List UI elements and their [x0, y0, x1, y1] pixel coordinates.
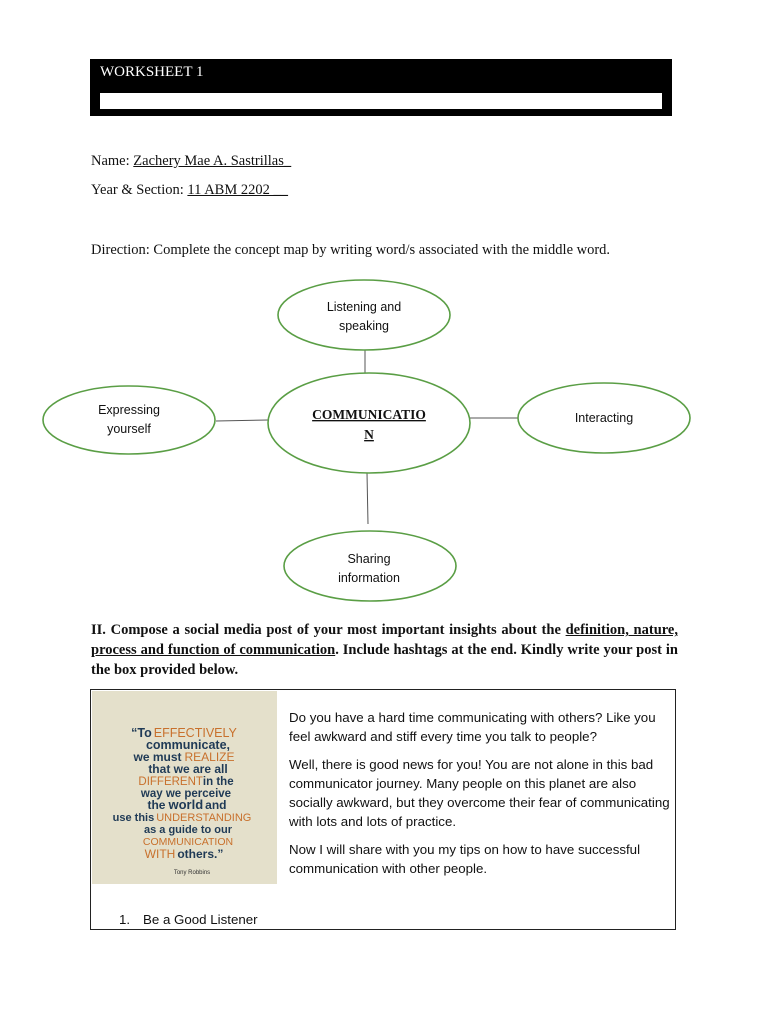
quote-word-understanding: UNDERSTANDING: [156, 812, 252, 824]
post-body: [289, 708, 673, 887]
quote-word-that-we-are-all: that we are all: [148, 762, 228, 776]
node-left-line1: Expressing: [98, 403, 160, 417]
node-center-ellipse: [268, 373, 470, 473]
quote-word-different: DIFFERENT: [138, 776, 203, 788]
post-paragraph-3: Now I will share with you my tips on how to have successful communication with other people.: [289, 842, 641, 876]
worksheet-header-field: [100, 93, 662, 109]
node-top-line2: speaking: [338, 319, 390, 333]
quote-word-world: world: [168, 797, 204, 812]
worksheet-title: WORKSHEET 1: [100, 64, 204, 80]
quote-word-to: To: [137, 726, 152, 740]
name-line: [91, 153, 291, 170]
node-bottom-line1: Sharing: [347, 552, 391, 566]
section-value: 11 ABM 2202 __: [187, 182, 288, 198]
worksheet-header: [90, 59, 672, 116]
quote-word-communication: COMMUNICATION: [142, 836, 234, 848]
svg-text:use thisUNDERSTANDING: [113, 812, 252, 824]
direction-text: Direction: Complete the concept map by writing word/s associated with the middle word.: [91, 242, 611, 258]
node-top-ellipse: [278, 280, 450, 350]
list-item-text: Be a Good Listener: [143, 912, 258, 927]
quote-word-effectively: EFFECTIVELY: [153, 726, 237, 740]
node-bottom-ellipse: [284, 531, 456, 601]
quote-word-the: the: [147, 798, 166, 812]
quote-word-we-must: we must: [133, 750, 182, 764]
node-center-line1: COMMUNICATIO: [312, 407, 426, 422]
post-box: [90, 689, 676, 930]
quote-word-others: others.: [177, 847, 218, 861]
quote-word-communicate: communicate,: [145, 738, 231, 752]
quote-word-with: WITH: [144, 847, 176, 861]
section2-instructions: [91, 620, 678, 680]
node-center-line2: N: [364, 427, 374, 442]
svg-text:theworldand: [147, 797, 226, 812]
list-item: [119, 912, 258, 927]
section2-prefix: II. Compose a social media post of your most important insights about the: [91, 622, 566, 638]
svg-text:DIFFERENTin the: [138, 776, 233, 788]
list-item-number: 1.: [119, 912, 131, 927]
section-label: Year & Section:: [91, 182, 184, 198]
quote-word-as-a-guide: as a guide to our: [143, 824, 233, 836]
concept-map: [0, 270, 768, 610]
svg-text:WITHothers.”: WITH others.”: [144, 847, 224, 861]
node-bottom-line2: information: [338, 571, 400, 585]
post-paragraph-1: Do you have a hard time communicating with others? Like you feel awkward and stiff every time you talk to people?: [289, 710, 656, 744]
connector-bottom: [367, 473, 368, 524]
name-value: Zachery Mae A. Sastrillas_: [133, 153, 292, 169]
quote-word-use-this: use this: [112, 812, 155, 824]
section2-suffix: . Include hashtags at the end. Kindly write your post in the box provided below.: [91, 642, 678, 678]
quote-author: Tony Robbins: [173, 870, 211, 876]
quote-word-in-the: in the: [202, 776, 234, 788]
connector-left: [216, 420, 268, 421]
node-top-line1: Listening and: [326, 300, 402, 314]
name-label: Name:: [91, 153, 130, 169]
section-line: [91, 182, 288, 199]
quote-graphic: [92, 691, 277, 884]
quote-image: [92, 691, 277, 884]
node-left-line2: yourself: [107, 422, 151, 436]
section2-underlined: definition, nature, process and function of communication: [91, 622, 678, 658]
node-left-ellipse: [43, 386, 215, 454]
quote-word-realize: REALIZE: [184, 750, 235, 764]
post-paragraph-2: Well, there is good news for you! You are not alone in this bad communicator journey. Many people on this planet are also socially awkward, but they overcome their fear of communicating with lots and lots of practice.: [289, 757, 670, 829]
node-right-line1: Interacting: [574, 411, 634, 425]
quote-word-way-we-perceive: way we perceive: [140, 788, 232, 800]
quote-word-and: and: [205, 798, 227, 812]
svg-text:“ToEFFECTIVELY: “To EFFECTIVELY: [131, 726, 237, 740]
